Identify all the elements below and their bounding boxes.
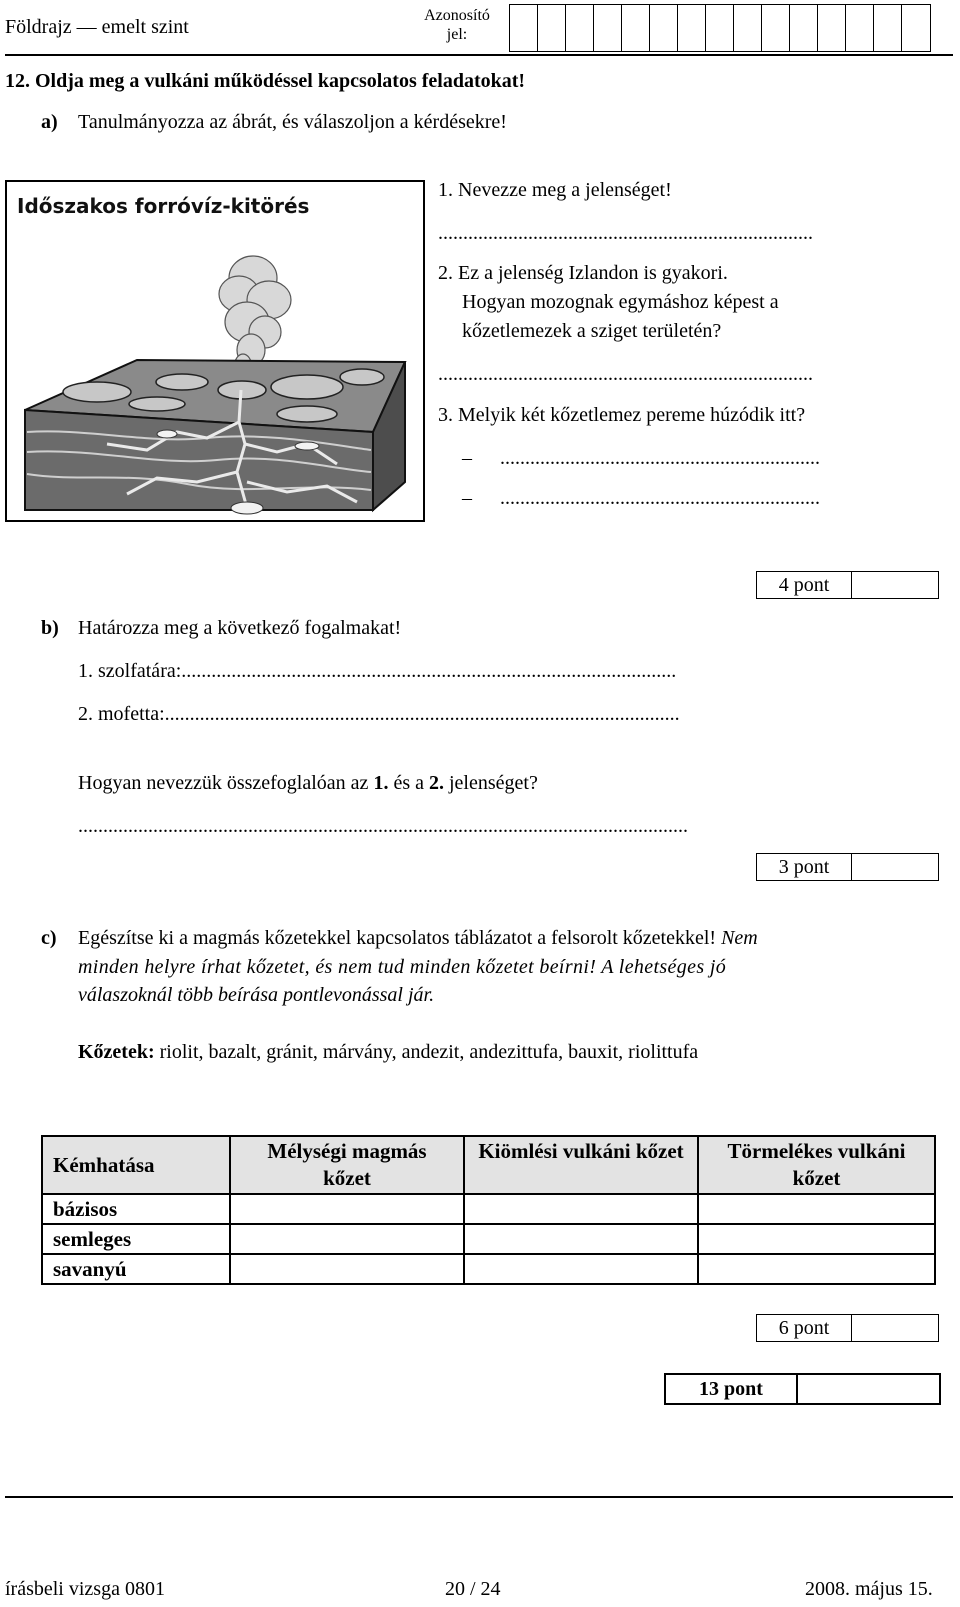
question-post: jelenséget? — [443, 772, 538, 794]
table-cell[interactable] — [464, 1194, 698, 1224]
footer-exam-code: írásbeli vizsga 0801 — [5, 1578, 165, 1600]
total-points-box — [664, 1373, 941, 1405]
part-a-score-field[interactable] — [852, 572, 938, 598]
row-label-acidic: savanyú — [42, 1254, 230, 1284]
header-subject-title: Földrajz — emelt szint — [5, 16, 189, 38]
table-cell[interactable] — [464, 1254, 698, 1284]
part-b-letter: b) — [41, 617, 59, 639]
part-c-letter: c) — [41, 927, 57, 949]
id-box[interactable] — [706, 5, 734, 51]
id-box[interactable] — [594, 5, 622, 51]
id-box[interactable] — [538, 5, 566, 51]
q1-answer-line[interactable]: ........................................................................... — [438, 222, 813, 244]
rock-list-label: Kőzetek: — [78, 1041, 155, 1063]
footer-page-number: 20 / 24 — [445, 1578, 501, 1600]
id-label-line2: jel: — [446, 26, 468, 43]
q1-text: 1. Nevezze meg a jelenséget! — [438, 179, 672, 201]
footer-date: 2008. május 15. — [805, 1578, 933, 1600]
rock-table — [41, 1135, 936, 1285]
row-label-neutral: semleges — [42, 1224, 230, 1254]
part-b-points-label: 3 pont — [757, 854, 852, 880]
footer-rule — [5, 1496, 953, 1498]
question-pre: Hogyan nevezzük összefoglalóan az — [78, 772, 374, 794]
q2-answer-line[interactable]: ........................................................................... — [438, 363, 813, 385]
q3-answer-line-1[interactable]: ................................................................ — [500, 447, 820, 469]
mofetta-line[interactable]: 2. mofetta:....................................................................................................... — [78, 703, 680, 725]
table-cell[interactable] — [230, 1254, 464, 1284]
part-b-score-field[interactable] — [852, 854, 938, 880]
q3-text: 3. Melyik két kőzetlemez pereme húzódik itt? — [438, 404, 806, 426]
q2-text-line2: Hogyan mozognak egymáshoz képest a — [462, 291, 779, 313]
id-box[interactable] — [846, 5, 874, 51]
total-points-label: 13 pont — [666, 1375, 798, 1403]
geyser-figure — [5, 180, 425, 522]
part-c-score-field[interactable] — [852, 1315, 938, 1341]
table-cell[interactable] — [698, 1224, 935, 1254]
rock-list — [78, 1041, 698, 1064]
part-c-points-label: 6 pont — [757, 1315, 852, 1341]
id-box[interactable] — [510, 5, 538, 51]
id-box[interactable] — [762, 5, 790, 51]
id-box[interactable] — [650, 5, 678, 51]
col-header-pyroclastic: Törmelékes vulkáni kőzet — [698, 1136, 935, 1194]
row-label-basic: bázisos — [42, 1194, 230, 1224]
id-box[interactable] — [874, 5, 902, 51]
id-box[interactable] — [566, 5, 594, 51]
figure-caption: Időszakos forróvíz-kitörés — [17, 194, 310, 218]
id-code-boxes[interactable] — [509, 4, 931, 52]
id-box[interactable] — [734, 5, 762, 51]
id-box[interactable] — [818, 5, 846, 51]
header-rule — [5, 54, 953, 56]
part-a-points-label: 4 pont — [757, 572, 852, 598]
question-n2: 2. — [428, 772, 444, 794]
part-a-instruction: Tanulmányozza az ábrát, és válaszoljon a kérdésekre! — [78, 111, 507, 133]
part-a-letter: a) — [41, 111, 58, 133]
solfatara-line[interactable]: 1. szolfatára:................................................................................................... — [78, 660, 677, 682]
id-box[interactable] — [902, 5, 930, 51]
col-header-volcanic: Kiömlési vulkáni kőzet — [464, 1136, 698, 1194]
col-header-plutonic: Mélységi magmás kőzet — [230, 1136, 464, 1194]
question-n1: 1. — [373, 772, 389, 794]
q3-dash-2: – — [462, 487, 472, 509]
id-box[interactable] — [678, 5, 706, 51]
part-c-instruction — [78, 927, 758, 950]
table-cell[interactable] — [230, 1194, 464, 1224]
part-b-instruction: Határozza meg a következő fogalmakat! — [78, 617, 402, 639]
part-c-note-line3: válaszoknál több beírása pontlevonással jár. — [78, 984, 435, 1006]
part-c-points-box — [756, 1314, 939, 1342]
q3-answer-line-2[interactable]: ................................................................ — [500, 487, 820, 509]
table-cell[interactable] — [698, 1254, 935, 1284]
part-b-answer-line[interactable]: .......................................................................................................................... — [78, 815, 688, 837]
id-label — [417, 6, 497, 44]
geyser-illustration — [7, 182, 423, 520]
question-mid: és a — [388, 772, 429, 794]
id-label-line1: Azonosító — [424, 7, 490, 24]
id-box[interactable] — [790, 5, 818, 51]
part-c-note-line2: minden helyre írhat kőzetet, és nem tud minden kőzetet beírni! A lehetséges jó — [78, 956, 727, 978]
table-cell[interactable] — [230, 1224, 464, 1254]
id-box[interactable] — [622, 5, 650, 51]
part-b-question — [78, 772, 538, 795]
part-c-note-start: Nem — [716, 927, 758, 949]
rock-list-items: riolit, bazalt, gránit, márvány, andezit, andezittufa, bauxit, riolittufa — [154, 1041, 699, 1063]
total-score-field[interactable] — [798, 1375, 939, 1403]
part-b-points-box — [756, 853, 939, 881]
part-c-instruction-text: Egészítse ki a magmás kőzetekkel kapcsolatos táblázatot a felsorolt kőzetekkel! — [78, 927, 717, 949]
task-title: 12. Oldja meg a vulkáni működéssel kapcsolatos feladatokat! — [5, 70, 526, 92]
table-cell[interactable] — [698, 1194, 935, 1224]
q2-text-line1: 2. Ez a jelenség Izlandon is gyakori. — [438, 262, 728, 284]
col-header-ph: Kémhatása — [42, 1136, 230, 1194]
q2-text-line3: kőzetlemezek a sziget területén? — [462, 320, 722, 342]
q3-dash-1: – — [462, 447, 472, 469]
table-cell[interactable] — [464, 1224, 698, 1254]
part-a-points-box — [756, 571, 939, 599]
